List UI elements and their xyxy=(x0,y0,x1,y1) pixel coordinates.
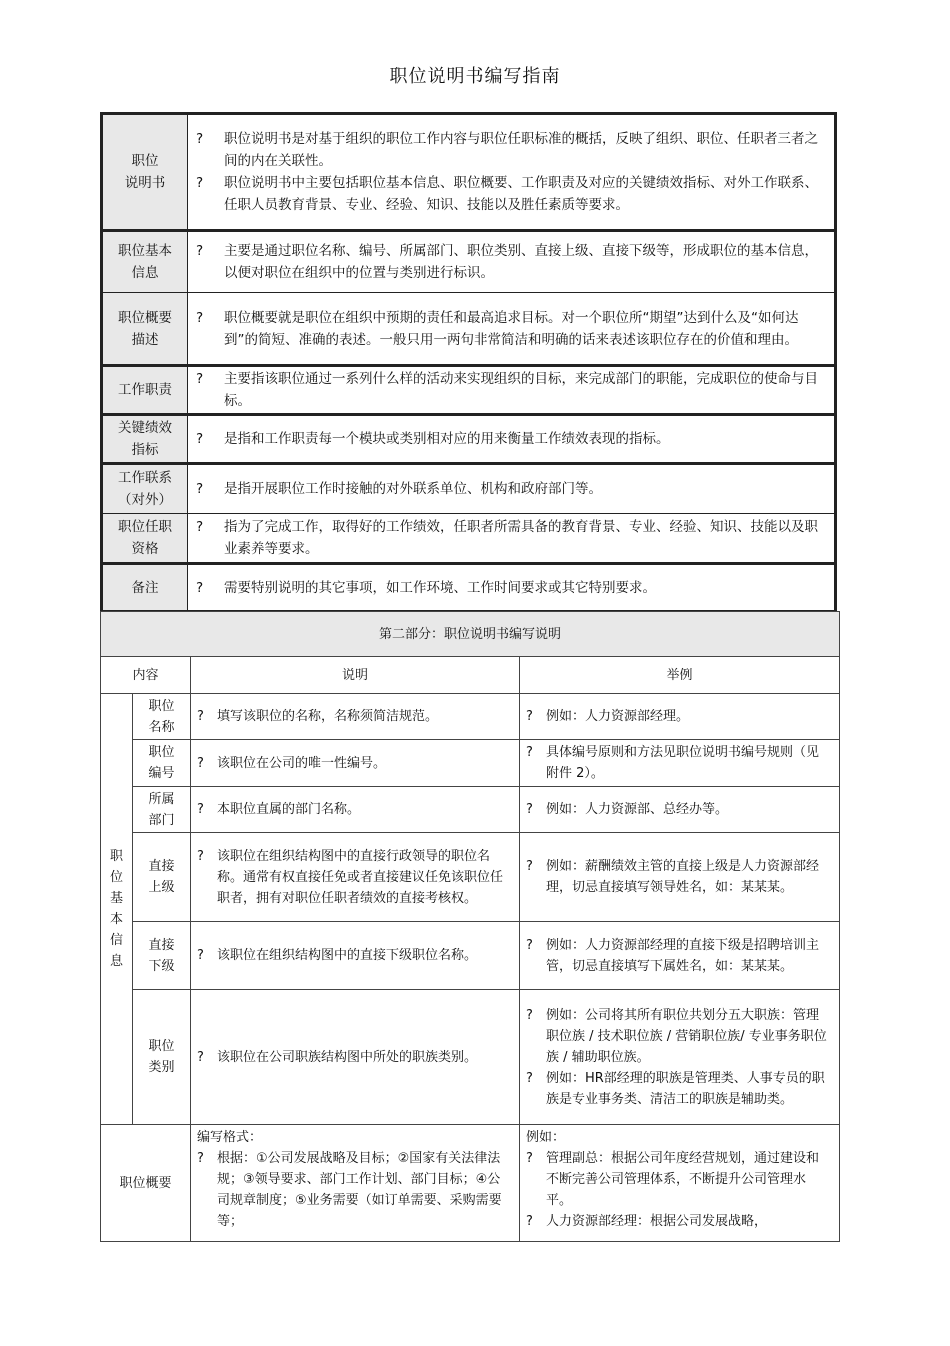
item-description xyxy=(191,787,520,833)
bullet-item xyxy=(526,1005,831,1068)
bullet-item xyxy=(526,742,831,784)
bullet-mark: ? xyxy=(196,131,204,147)
label-line: 指标 xyxy=(131,442,159,458)
bullet-item xyxy=(197,706,511,727)
item-label xyxy=(133,922,191,990)
bullet-text: 职位概要就是职位在组织中预期的责任和最高追求目标。对一个职位所“期望”达到什么及“如何达到”的简短、准确的表述。一般只用一两句非常简洁和明确的话来表述该职位存在的价值和理由。 xyxy=(224,309,799,348)
group-char: 职 xyxy=(109,849,123,864)
part1-table xyxy=(100,112,837,613)
label-line: 说明书 xyxy=(124,175,166,191)
bullet-mark: ? xyxy=(197,802,204,817)
item-description xyxy=(191,694,520,740)
item-example xyxy=(520,922,840,990)
item-example xyxy=(520,740,840,787)
bullet-item xyxy=(188,240,834,284)
item-example xyxy=(520,694,840,740)
bullet-item xyxy=(188,128,834,172)
row-label xyxy=(102,231,188,293)
bullet-mark: ? xyxy=(526,802,533,817)
item-label xyxy=(133,740,191,787)
bullet-text: 例如：薪酬绩效主管的直接上级是人力资源部经理，切忌直接填写领导姓名，如：某某某。 xyxy=(546,859,820,895)
bullet-text: 该职位在公司的唯一性编号。 xyxy=(217,755,387,771)
row-content xyxy=(188,114,836,231)
bullet-text: 主要是通过职位名称、编号、所属部门、职位类别、直接上级、直接下级等，形成职位的基本信息，以便对职位在组织中的位置与类别进行标识。 xyxy=(224,243,818,281)
bullet-mark: ? xyxy=(526,1070,533,1086)
label-line: 职位基本 xyxy=(118,243,172,259)
bullet-item xyxy=(526,856,831,898)
row-label xyxy=(102,415,188,464)
bullet-text: 例如：公司将其所有职位共划分五大职族：管理职位族 / 技术职位族 / 营销职位族/ 专业事务职位族 / 辅助职位族。 xyxy=(546,1007,827,1065)
example-intro: 例如： xyxy=(526,1130,566,1145)
bullet-mark: ? xyxy=(196,309,204,326)
bullet-item xyxy=(197,945,511,966)
bullet-mark: ? xyxy=(197,1151,204,1166)
bullet-text: 根据：①公司发展战略及目标；②国家有关法律法规；③领导要求、部门工作计划、部门目标；④公司规章制度；⑤业务需要（如订单需要、采购需要等； xyxy=(217,1151,502,1229)
item-description xyxy=(191,1125,520,1242)
bullet-text: 该职位在组织结构图中的直接下级职位名称。 xyxy=(217,948,478,963)
label-line: 下级 xyxy=(148,958,175,974)
bullet-mark: ? xyxy=(197,709,204,724)
label-line: 职位任职 xyxy=(118,519,172,535)
item-label xyxy=(133,787,191,833)
label-line: 工作职责 xyxy=(118,382,172,398)
bullet-text: 职位说明书是对基于组织的职位工作内容与职位任职标准的概括，反映了组织、职位、任职者三者之间的内在关联性。 xyxy=(224,131,818,169)
row-label xyxy=(102,464,188,514)
bullet-item xyxy=(526,799,831,820)
label-line: 信息 xyxy=(131,265,159,281)
bullet-item xyxy=(188,577,834,599)
label-line: 备注 xyxy=(131,579,159,596)
bullet-item xyxy=(188,478,834,500)
label-line: 职位 xyxy=(148,745,175,760)
label-line: 部门 xyxy=(148,812,175,828)
bullet-mark: ? xyxy=(526,709,533,724)
bullet-item xyxy=(197,846,511,909)
bullet-text: 管理副总：根据公司年度经营规划，通过建设和不断完善公司管理体系，不断提升公司管理水平。 xyxy=(546,1151,820,1208)
label-line: 工作联系 xyxy=(118,470,172,486)
bullet-mark: ? xyxy=(196,579,204,596)
bullet-mark: ? xyxy=(196,431,204,447)
table-row xyxy=(101,787,840,833)
column-header: 举例 xyxy=(520,657,840,694)
bullet-item xyxy=(526,935,831,977)
row-label xyxy=(102,514,188,564)
bullet-mark: ? xyxy=(526,1214,533,1229)
label-line: 描述 xyxy=(131,331,159,348)
item-description xyxy=(191,740,520,787)
part1-row xyxy=(102,366,836,415)
part2-header: 第二部分：职位说明书编写说明 xyxy=(101,612,840,657)
row-content xyxy=(188,415,836,464)
bullet-item xyxy=(188,368,834,412)
bullet-mark: ? xyxy=(196,243,204,259)
bullet-mark: ? xyxy=(526,1007,533,1023)
item-label xyxy=(133,694,191,740)
bullet-item xyxy=(188,172,834,216)
bullet-text: 是指和工作职责每一个模块或类别相对应的用来衡量工作绩效表现的指标。 xyxy=(224,431,670,447)
bullet-mark: ? xyxy=(526,1151,533,1166)
bullet-text: 例如：人力资源部经理。 xyxy=(546,709,690,724)
row-content xyxy=(188,464,836,514)
bullet-item xyxy=(188,307,834,351)
bullet-text: 主要指该职位通过一系列什么样的活动来实现组织的目标，来完成部门的职能，完成职位的使命与目标。 xyxy=(224,371,818,409)
bullet-mark: ? xyxy=(197,948,204,963)
item-label xyxy=(133,990,191,1125)
row-content xyxy=(188,293,836,366)
bullet-mark: ? xyxy=(197,755,204,771)
group-char: 基 xyxy=(109,891,123,906)
bullet-item xyxy=(197,1148,511,1232)
part1-row xyxy=(102,231,836,293)
table-row xyxy=(101,922,840,990)
table-row xyxy=(101,694,840,740)
label-line: 所属 xyxy=(148,791,175,807)
bullet-text: 职位说明书中主要包括职位基本信息、职位概要、工作职责及对应的关键绩效指标、对外工作联系、任职人员教育背景、专业、经验、知识、技能以及胜任素质等要求。 xyxy=(224,175,818,213)
label-line: 类别 xyxy=(148,1060,175,1075)
bullet-text: 本职位直属的部门名称。 xyxy=(217,802,361,817)
row-content xyxy=(188,514,836,564)
bullet-text: 人力资源部经理：根据公司发展战略， xyxy=(546,1214,768,1229)
bullet-item xyxy=(526,1148,831,1211)
item-example xyxy=(520,1125,840,1242)
table-row xyxy=(101,1125,840,1242)
part2-table xyxy=(100,611,840,1242)
column-header: 说明 xyxy=(191,657,520,694)
group-char: 位 xyxy=(109,870,123,885)
part1-row xyxy=(102,114,836,231)
bullet-mark: ? xyxy=(526,745,533,760)
label-line: 关键绩效 xyxy=(118,420,172,436)
label-line: 职位 xyxy=(131,153,159,169)
part1-row xyxy=(102,564,836,612)
bullet-item xyxy=(197,753,511,774)
label-line: 职位概要 xyxy=(118,309,172,326)
table-row xyxy=(101,990,840,1125)
bullet-mark: ? xyxy=(196,481,204,497)
table-row xyxy=(101,833,840,922)
item-example xyxy=(520,990,840,1125)
format-intro: 编写格式： xyxy=(197,1130,263,1145)
row-label xyxy=(102,114,188,231)
label-line: 直接 xyxy=(148,937,175,953)
bullet-mark: ? xyxy=(196,519,204,535)
bullet-mark: ? xyxy=(196,371,204,387)
group-char: 息 xyxy=(109,954,123,969)
label-line: 职位 xyxy=(148,698,175,714)
bullet-mark: ? xyxy=(526,937,533,953)
row-content xyxy=(188,231,836,293)
bullet-text: 具体编号原则和方法见职位说明书编号规则（见附件 2）。 xyxy=(546,745,820,781)
label-line: 资格 xyxy=(131,541,159,557)
group-char: 信 xyxy=(109,933,123,948)
part1-row xyxy=(102,464,836,514)
bullet-item xyxy=(526,1068,831,1110)
page-title: 职位说明书编写指南 xyxy=(389,66,561,87)
bullet-text: 例如：HR部经理的职族是管理类、人事专员的职族是专业事务类、清洁工的职族是辅助类。 xyxy=(546,1070,825,1107)
item-label: 职位概要 xyxy=(101,1125,191,1242)
group-label xyxy=(101,694,133,1125)
bullet-text: 需要特别说明的其它事项，如工作环境、工作时间要求或其它特别要求。 xyxy=(224,579,656,596)
row-label xyxy=(102,564,188,612)
bullet-mark: ? xyxy=(197,848,204,864)
bullet-text: 例如：人力资源部、总经办等。 xyxy=(546,802,729,817)
bullet-mark: ? xyxy=(197,1049,204,1065)
bullet-item xyxy=(526,706,831,727)
label-line: 编号 xyxy=(148,766,175,781)
item-example xyxy=(520,833,840,922)
bullet-text: 该职位在组织结构图中的直接行政领导的职位名称。通常有权直接任免或者直接建议任免该职位任职者，拥有对职位任职者绩效的直接考核权。 xyxy=(217,848,504,906)
part1-row xyxy=(102,514,836,564)
row-content xyxy=(188,366,836,415)
row-label xyxy=(102,366,188,415)
label-line: （对外） xyxy=(118,492,172,508)
part1-row xyxy=(102,415,836,464)
bullet-item xyxy=(197,799,511,820)
item-label xyxy=(133,833,191,922)
label-line: 上级 xyxy=(148,880,175,895)
label-line: 名称 xyxy=(148,719,175,735)
bullet-item xyxy=(526,1211,831,1232)
bullet-mark: ? xyxy=(526,859,533,874)
bullet-text: 填写该职位的名称，名称须简洁规范。 xyxy=(217,709,439,724)
bullet-item xyxy=(188,428,834,450)
label-line: 职位 xyxy=(148,1039,175,1054)
group-char: 本 xyxy=(109,912,123,927)
item-description xyxy=(191,922,520,990)
bullet-text: 指为了完成工作，取得好的工作绩效，任职者所需具备的教育背景、专业、经验、知识、技能以及职业素养等要求。 xyxy=(224,519,818,557)
column-header: 内容 xyxy=(101,657,191,694)
column-headers xyxy=(101,657,840,694)
table-row xyxy=(101,740,840,787)
part1-row xyxy=(102,293,836,366)
item-example xyxy=(520,787,840,833)
bullet-text: 例如：人力资源部经理的直接下级是招聘培训主管，切忌直接填写下属姓名，如：某某某。 xyxy=(546,937,820,974)
bullet-item xyxy=(188,516,834,560)
item-description xyxy=(191,990,520,1125)
item-description xyxy=(191,833,520,922)
bullet-text: 该职位在公司职族结构图中所处的职族类别。 xyxy=(217,1049,478,1065)
bullet-item xyxy=(197,1047,511,1068)
bullet-text: 是指开展职位工作时接触的对外联系单位、机构和政府部门等。 xyxy=(224,481,602,497)
row-label xyxy=(102,293,188,366)
label-line: 直接 xyxy=(148,859,175,874)
row-content xyxy=(188,564,836,612)
bullet-mark: ? xyxy=(196,175,204,191)
